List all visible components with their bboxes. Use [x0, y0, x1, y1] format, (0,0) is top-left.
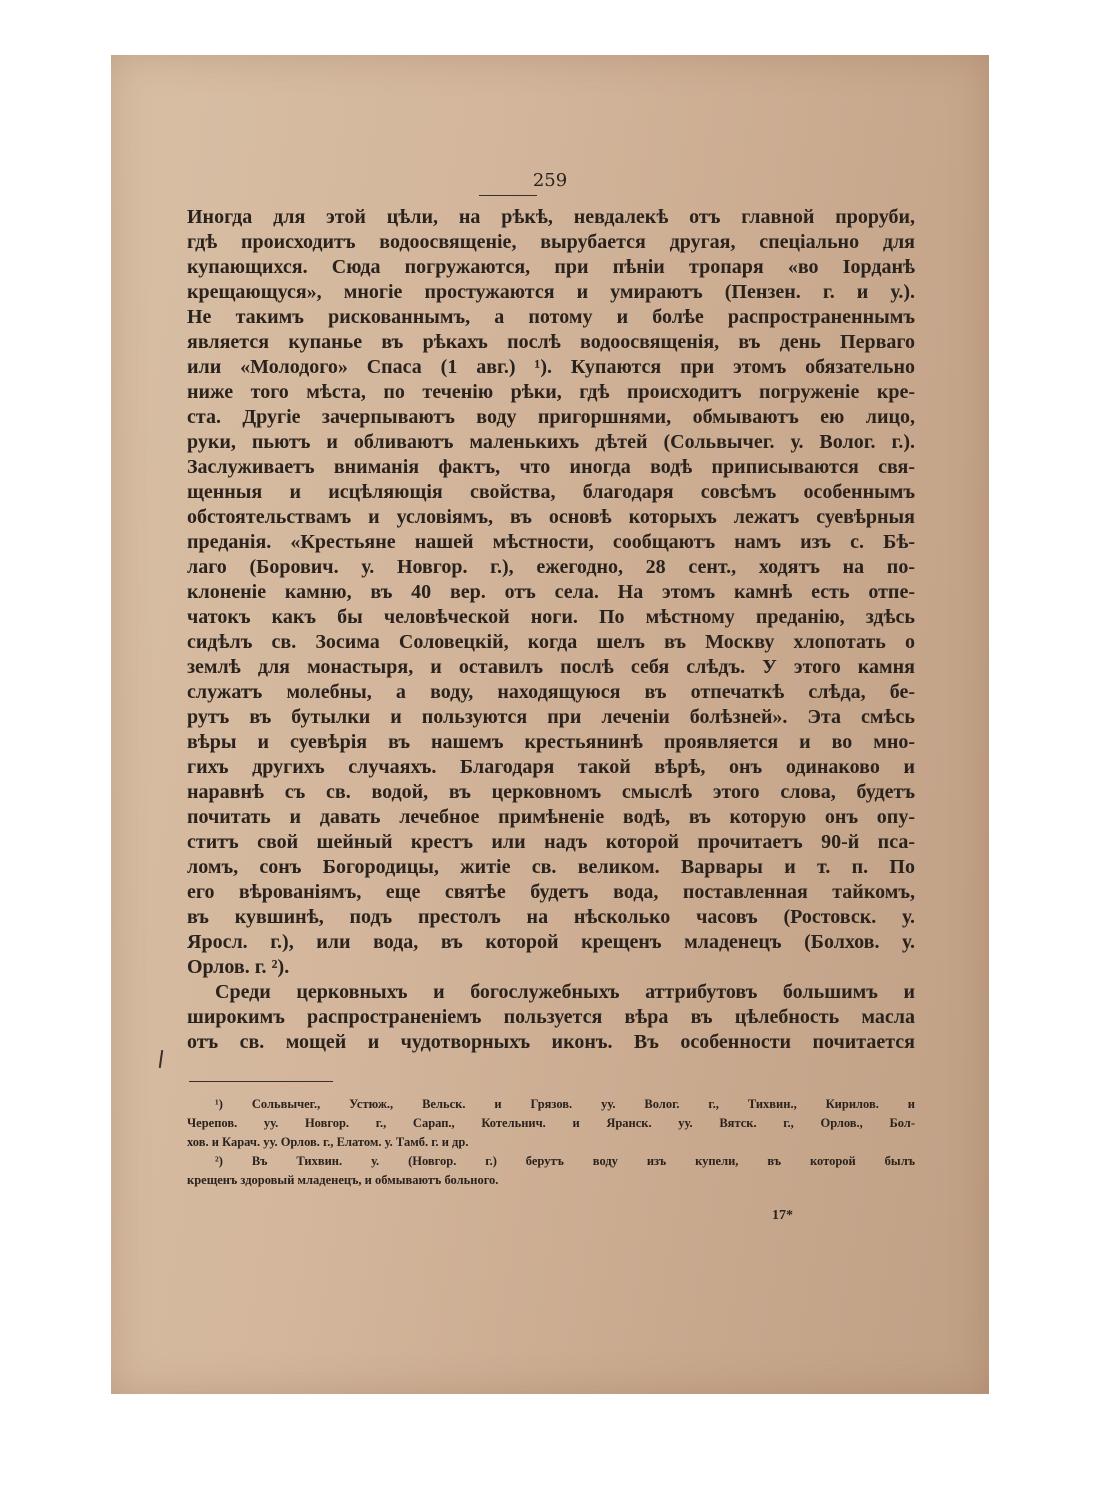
body-text	[187, 205, 915, 1055]
text-line: рутъ въ бутылки и пользуются при леченіи болѣзней». Эта смѣсь	[187, 706, 915, 728]
text-line: ститъ свой шейный крестъ или надъ которой прочитаетъ 90-й пса-	[187, 831, 915, 853]
text-line: Заслуживаетъ вниманія фактъ, что иногда водѣ приписываются свя-	[187, 456, 915, 478]
text-line: Орлов. г. ²).	[187, 956, 290, 978]
text-line: почитать и давать лечебное примѣненіе водѣ, въ которую онъ опу-	[187, 806, 915, 828]
text-line: Не такимъ рискованнымъ, а потому и болѣе распространеннымъ	[187, 306, 915, 328]
text-line: сидѣлъ св. Зосима Соловецкій, когда шелъ въ Москву хлопотать о	[187, 631, 915, 653]
text-line: ломъ, сонъ Богородицы, житіе св. великом. Варвары и т. п. По	[187, 856, 915, 878]
text-line: гдѣ происходитъ водоосвященіе, вырубается другая, спеціально для	[187, 231, 915, 253]
text-line: преданія. «Крестьяне нашей мѣстности, сообщаютъ намъ изъ с. Бѣ-	[187, 531, 915, 553]
text-line: является купанье въ рѣкахъ послѣ водоосвященія, въ день Перваго	[187, 331, 915, 353]
text-line: лаго (Борович. у. Новгор. г.), ежегодно, 28 сент., ходятъ на по-	[187, 556, 915, 578]
text-line: Иногда для этой цѣли, на рѣкѣ, невдалекѣ отъ главной проруби,	[187, 206, 915, 228]
margin-mark	[159, 1050, 163, 1068]
scanned-page	[111, 55, 989, 1394]
text-line: служатъ молебны, а воду, находящуюся въ отпечаткѣ слѣда, бе-	[187, 681, 915, 703]
text-line: его вѣрованіямъ, еще святѣе будетъ вода, поставленная тайкомъ,	[187, 881, 915, 903]
footnote-line: Черепов. уу. Новгор. г., Сарап., Котельнич. и Яранск. уу. Вятск. г., Орлов., Бол-	[187, 1116, 915, 1130]
text-line: руки, пьютъ и обливаютъ маленькихъ дѣтей (Сольвычег. у. Волог. г.).	[187, 431, 915, 453]
page-number-rule	[479, 195, 537, 196]
footnote-line: хов. и Карач. уу. Орлов. г., Елатом. у. Тамб. г. и др.	[187, 1135, 469, 1149]
footnotes	[187, 1095, 915, 1190]
text-line: щенныя и исцѣляющія свойства, благодаря совсѣмъ особеннымъ	[187, 481, 915, 503]
signature-mark: 17*	[772, 1208, 793, 1223]
text-line: ста. Другіе зачерпываютъ воду пригоршнями, обмываютъ ею лицо,	[187, 406, 915, 428]
footnote-line: крещенъ здоровый младенецъ, и обмываютъ больного.	[187, 1173, 499, 1187]
text-line: обстоятельствамъ и условіямъ, въ основѣ которыхъ лежатъ суевѣрныя	[187, 506, 915, 528]
page-number: 259	[532, 170, 568, 191]
text-line: Среди церковныхъ и богослужебныхъ аттрибутовъ большимъ и	[215, 981, 915, 1003]
footnote-rule	[189, 1081, 333, 1082]
text-line: купающихся. Сюда погружаются, при пѣніи тропаря «во Іорданѣ	[187, 256, 915, 278]
footnote-line: ¹) Сольвычег., Устюж., Вельск. и Грязов. уу. Волог. г., Тихвин., Кирилов. и	[215, 1097, 915, 1111]
text-line: отъ св. мощей и чудотворныхъ иконъ. Въ особенности почитается	[187, 1031, 915, 1053]
text-line: крещающуся», многіе простужаются и умираютъ (Пензен. г. и у.).	[187, 281, 915, 303]
text-line: въ кувшинѣ, подъ престолъ на нѣсколько часовъ (Ростовск. у.	[187, 906, 915, 928]
footnote-line: ²) Въ Тихвин. у. (Новгор. г.) берутъ воду изъ купели, въ которой былъ	[215, 1154, 915, 1168]
text-line: наравнѣ съ св. водой, въ церковномъ смыслѣ этого слова, будетъ	[187, 781, 915, 803]
text-line: гихъ другихъ случаяхъ. Благодаря такой вѣрѣ, онъ одинаково и	[187, 756, 915, 778]
text-line: или «Молодого» Спаса (1 авг.) ¹). Купаются при этомъ обязательно	[187, 356, 915, 378]
text-line: чатокъ какъ бы человѣческой ноги. По мѣстному преданію, здѣсь	[187, 606, 915, 628]
text-line: Яросл. г.), или вода, въ которой крещенъ младенецъ (Болхов. у.	[187, 931, 915, 953]
text-line: вѣры и суевѣрія въ нашемъ крестьянинѣ проявляется и во мно-	[187, 731, 915, 753]
text-line: клоненіе камню, въ 40 вер. отъ села. На этомъ камнѣ есть отпе-	[187, 581, 915, 603]
text-line: землѣ для монастыря, и оставилъ послѣ себя слѣдъ. У этого камня	[187, 656, 915, 678]
text-line: ниже того мѣста, по теченію рѣки, гдѣ происходитъ погруженіе кре-	[187, 381, 915, 403]
text-line: широкимъ распространеніемъ пользуется вѣра въ цѣлебность масла	[187, 1006, 915, 1028]
